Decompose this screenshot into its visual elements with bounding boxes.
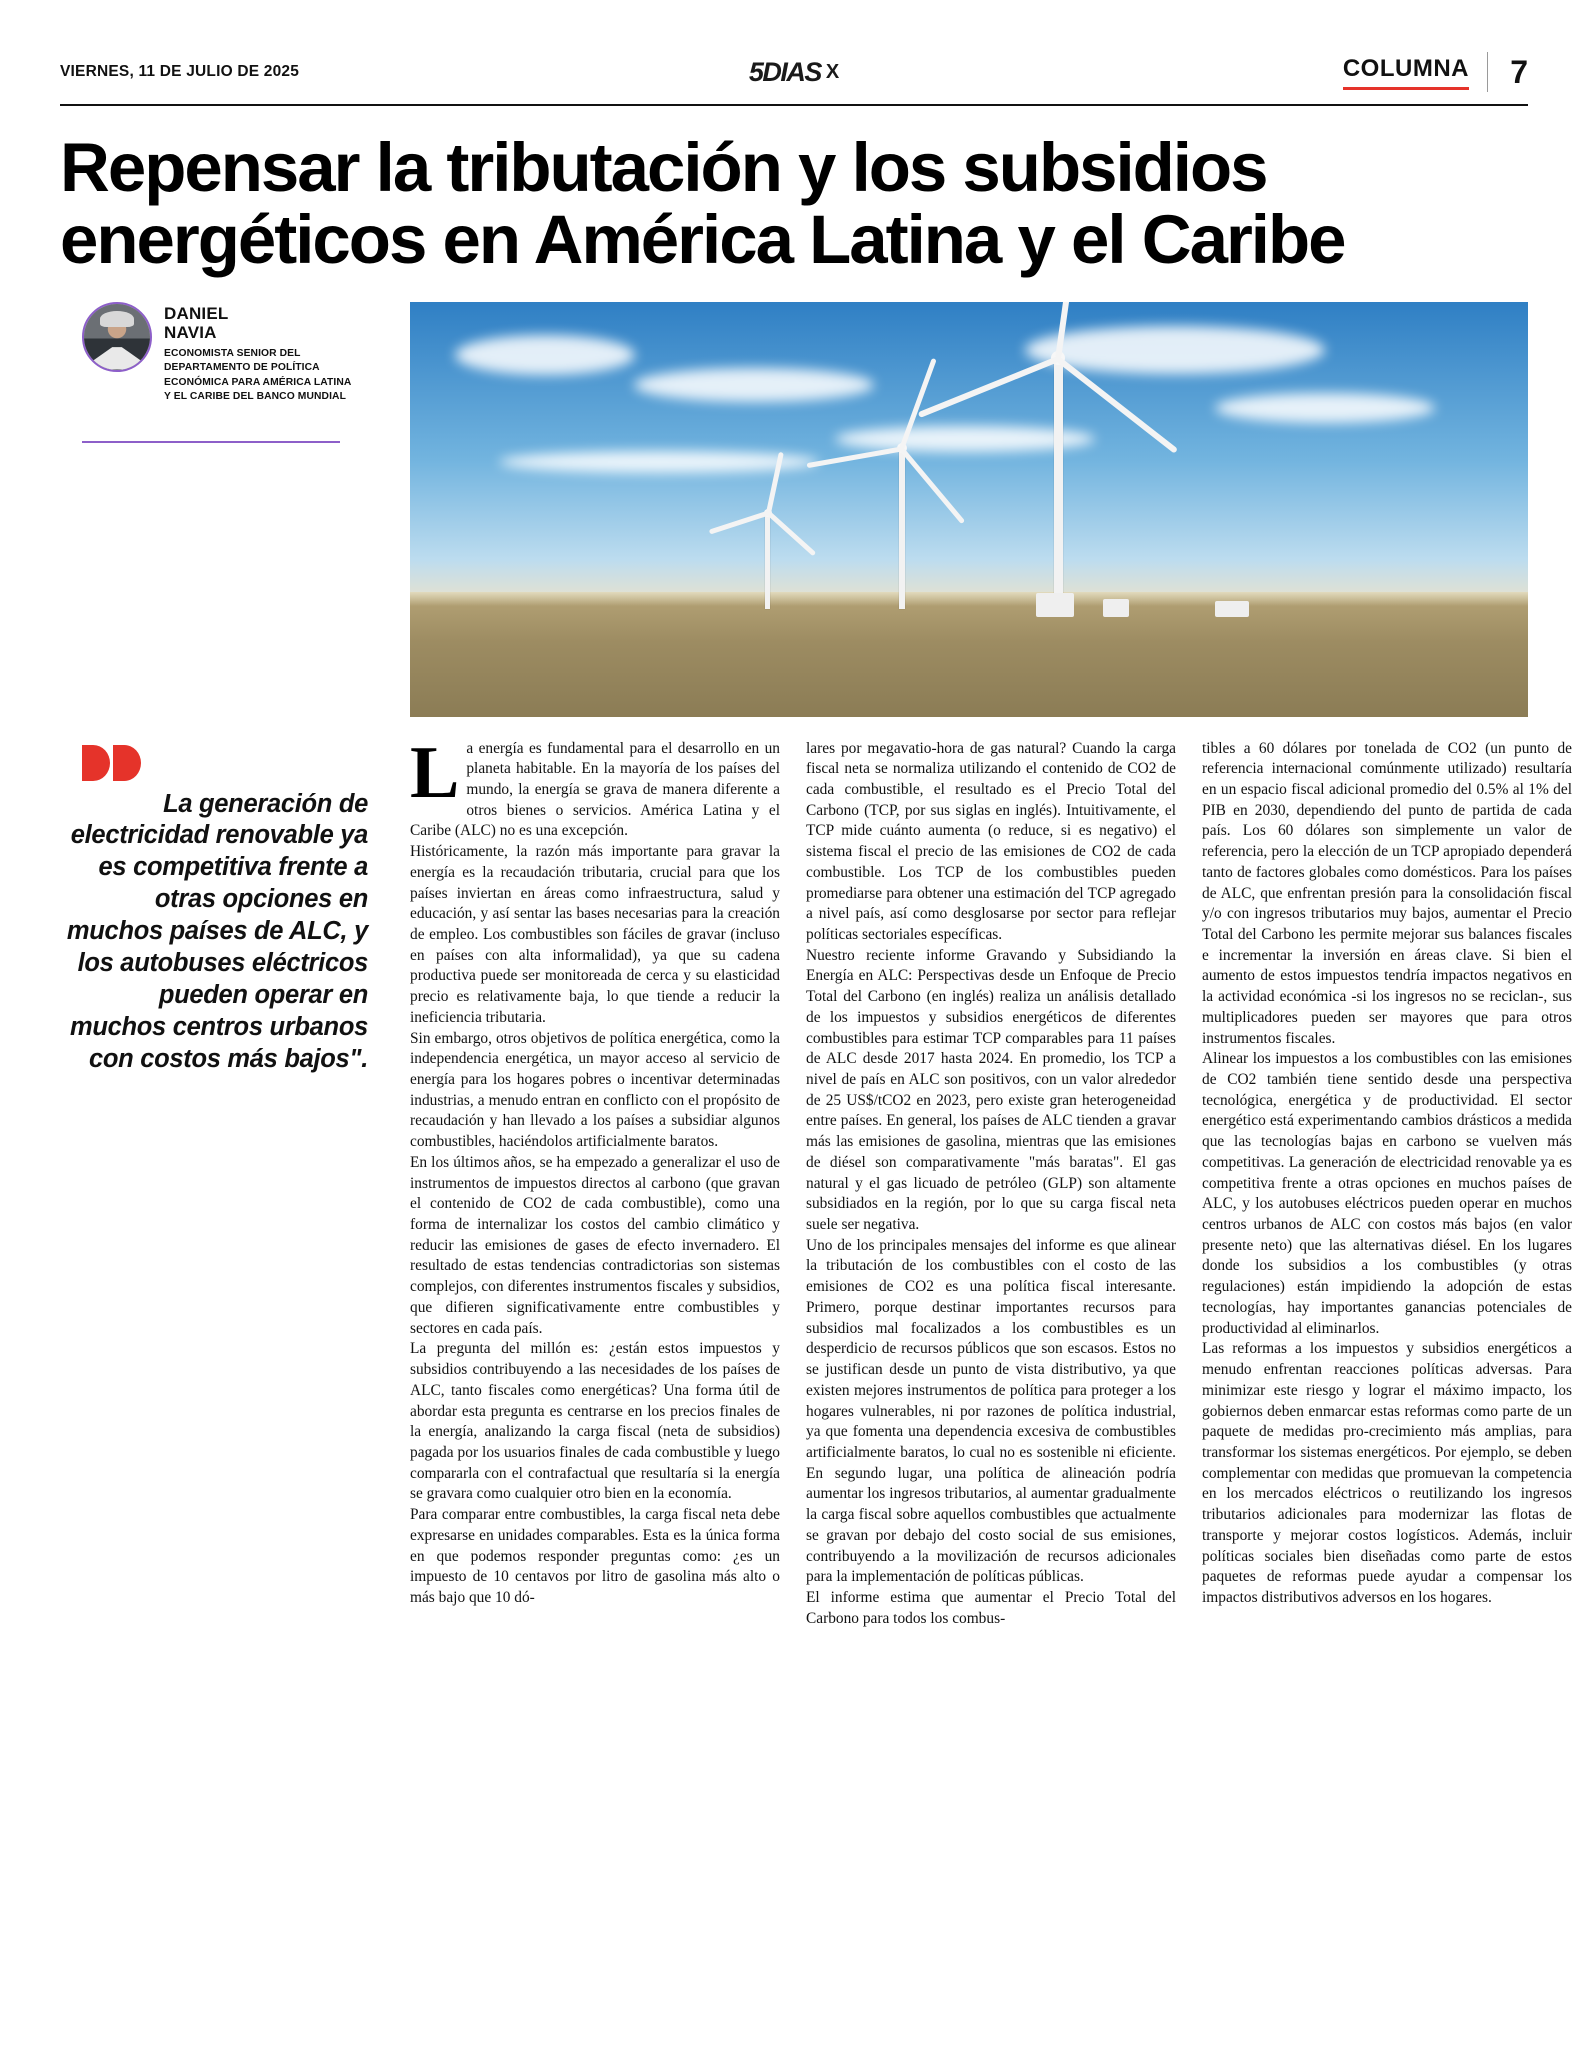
avatar	[82, 302, 152, 372]
pull-quote: La generación de electricidad renovable ya es competitiva frente a otras opciones en muchos países de ALC, y los autobuses eléctricos pueden operar en muchos centros urbanos con costos más bajos".	[66, 789, 368, 1073]
logo-x-icon: X	[825, 60, 840, 83]
paragraph: La energía es fundamental para el desarrollo en un planeta habitable. En la mayoría de los países del mundo, la energía se grava de manera diferente a otros bienes o servicios. América Latina y el Caribe (ALC) no es una excepción.	[410, 731, 780, 840]
paragraph: tibles a 60 dólares por tonelada de CO2 (un punto de referencia internacional comúnmente utilizado) resultaría en un espacio fiscal adicional promedio del 0.5% al 1% del PIB en 2030, dependiendo del punto de partida de cada país. Los 60 dólares son simplemente un valor de referencia, pero la elección de un TCP apropiado dependerá tanto de factores globales como domésticos. Para los países de ALC, que enfrentan presión para la consolidación fiscal y/o con ingresos tributarios muy bajos, aumentar el Precio Total del Carbono les permite mejorar sus balances fiscales e incrementar la inversión en áreas clave. Si bien el aumento de estos impuestos tendría impactos negativos en la actividad económica -si los ingresos no se reciclan-, sus multiplicadores pueden ser mayores que para otros instrumentos fiscales.	[1202, 739, 1572, 1047]
author-role-line-2: DEPARTAMENTO DE POLÍTICA	[164, 362, 320, 374]
author-column	[60, 302, 390, 717]
paragraph: Históricamente, la razón más importante para gravar la energía es la recaudación tributaria, crucial para que los países inviertan en áreas como infraestructura, salud y educación, y así sentar las bases necesarias para la creación de empleo. Los combustibles son fáciles de gravar (incluso en países con alta informalidad), ya que su cadena productiva puede ser monitoreada de cerca y su elasticidad precio es relativamente baja, lo que tiende a reducir la ineficiencia tributaria.	[410, 843, 780, 1026]
paragraph: El informe estima que aumentar el Precio Total del Carbono para todos los combus-	[806, 1588, 1176, 1627]
quote-mark-icon	[82, 745, 368, 781]
paragraph: Para comparar entre combustibles, la carga fiscal neta debe expresarse en unidades comparables. Esta es la única forma en que podemos responder preguntas como: ¿es un impuesto de 10 centavos por litro de gasolina más alto o más bajo que 10 dó-	[410, 1506, 780, 1606]
publication-date: VIERNES, 11 DE JULIO DE 2025	[60, 63, 300, 80]
column-3	[1202, 739, 1572, 1630]
paragraph: Sin embargo, otros objetivos de política energética, como la independencia energética, un mayor acceso al servicio de energía para los hogares pobres o incentivar determinadas industrias, a menudo entran en conflicto con el propósito de recaudación y han llevado a los países a subsidiar algunos combustibles, haciéndolos artificialmente baratos.	[410, 1029, 780, 1151]
column-1	[410, 731, 780, 1630]
author-divider	[82, 441, 340, 443]
masthead-right	[1343, 52, 1528, 92]
article-photo	[410, 302, 1528, 717]
paragraph: Uno de los principales mensajes del informe es que alinear la tributación de los combustibles con el costo de las emisiones de CO2 es una política fiscal interesante. Primero, porque destinar importantes recursos para subsidios mal focalizados a los combustibles es un desperdicio de recursos públicos que son escasos. Estos no se justifican desde un punto de vista distributivo, ya que existen mejores instrumentos de política para proteger a los hogares vulnerables, ni por razones de política industrial, ya que fomenta una dependencia excesiva de combustibles artificialmente baratos, lo cual no es sostenible ni eficiente. En segundo lugar, una política de alineación podría aumentar los ingresos tributarios, al aumentar gradualmente la carga fiscal sobre aquellos combustibles que actualmente se gravan por debajo del costo social de sus emisiones, contribuyendo a la movilización de recursos adicionales para la implementación de políticas públicas.	[806, 1236, 1176, 1586]
photo-ground	[410, 592, 1528, 717]
author-role	[164, 347, 351, 405]
paragraph: lares por megavatio-hora de gas natural? Cuando la carga fiscal neta se normaliza utilizando el contenido de CO2 de cada combustible, el resultado es el Precio Total del Carbono (TCP, por sus siglas en inglés). Intuitivamente, el TCP mide cuánto aumenta (o reduce, si es negativo) el sistema fiscal el precio de las emisiones de CO2 de cada combustible. Los TCP de los combustibles pueden promediarse para obtener una estimación del TCP agregado a nivel país, así como desglosarse por sector para reflejar políticas sectoriales específicas.	[806, 739, 1176, 943]
pull-quote-column	[60, 739, 390, 1630]
author-block	[60, 302, 372, 406]
author-photo-row	[60, 302, 1528, 717]
paragraph: En los últimos años, se ha empezado a generalizar el uso de instrumentos de impuestos directos al carbono (que gravan el contenido de CO2 de cada combustible), como una forma de internalizar los costos del cambio climático y reducir las emisiones de gases de efecto invernadero. El resultado de estas tendencias contradictorias son sistemas complejos, con diferentes instrumentos fiscales y subsidios, que difieren significativamente entre combustibles y sectores en cada país.	[410, 1153, 780, 1337]
author-name	[164, 304, 351, 342]
paragraph: Las reformas a los impuestos y subsidios energéticos a menudo enfrentan reacciones políticas adversas. Para minimizar este riesgo y lograr el máximo impacto, los gobiernos deben enmarcar estas reformas como parte de un paquete de medidas pro-crecimiento más amplias, para transformar los sistemas energéticos. Por ejemplo, se deben complementar con medidas que promuevan la competencia en los mercados eléctricos o reutilizando los ingresos tributarios adicionales para modernizar las flotas de transporte y mejorar costos logísticos. Además, incluir políticas sociales bien diseñadas como parte de estos paquetes de reformas puede ayudar a compensar los impactos distributivos adversos en los hogares.	[1202, 1340, 1572, 1606]
header-rule	[60, 104, 1528, 106]
author-role-line-1: ECONOMISTA SENIOR DEL	[164, 347, 301, 359]
newspaper-logo	[749, 57, 839, 88]
author-first-name: DANIEL	[164, 303, 229, 323]
author-last-name: NAVIA	[164, 322, 217, 342]
author-text	[164, 302, 351, 406]
article-body	[60, 731, 1572, 1630]
section-label: COLUMNA	[1343, 55, 1469, 90]
column-2	[806, 739, 1176, 1630]
masthead-divider	[1487, 52, 1488, 92]
author-role-line-4: Y EL CARIBE DEL BANCO MUNDIAL	[164, 391, 346, 403]
page-title: Repensar la tributación y los subsidios energéticos en América Latina y el Caribe	[60, 129, 1345, 278]
logo-wordmark: 5DIAS	[748, 56, 821, 87]
paragraph: Alinear los impuestos a los combustibles con las emisiones de CO2 también tiene sentido desde una perspectiva tecnológica, energética y de productividad. El sector energético está experimentando cambios drásticos a medida que las tecnologías bajas en carbono se vuelven más competitivas. La generación de electricidad renovable ya es competitiva frente a otras opciones en muchos países de ALC, y los autobuses eléctricos pueden operar en muchos centros urbanos de ALC con costos más bajos (en valor presente neto) que las alternativas diésel. En los lugares donde los subsidios a los combustibles (y otras regulaciones) están impidiendo la adopción de estas tecnologías, hay importantes ganancias potenciales de productividad al eliminarlos.	[1202, 1050, 1572, 1337]
text-columns	[390, 731, 1572, 1630]
paragraph: La pregunta del millón es: ¿están estos impuestos y subsidios contribuyendo a las necesidades de los países de ALC, tanto fiscales como energéticas? Una forma útil de abordar esta pregunta es centrarse en los precios finales de la energía, analizando la carga fiscal (neta de subsidios) pagada por los usuarios finales de cada combustible y luego compararla con el contrafactual que resultaría si la energía se gravara como cualquier otro bien en la economía.	[410, 1340, 780, 1503]
author-role-line-3: ECONÓMICA PARA AMÉRICA LATINA	[164, 376, 352, 388]
photo-column	[390, 302, 1528, 717]
paragraph: Nuestro reciente informe Gravando y Subsidiando la Energía en ALC: Perspectivas desde un Enfoque de Precio Total del Carbono (en inglés) realiza un análisis detallado de los impuestos y subsidios energéticos de diferentes combustibles para estimar TCP comparables para 11 países de ALC desde 2017 hasta 2024. En promedio, los TCP a nivel de país en ALC son positivos, con un valor alrededor de 25 US$/tCO2 en 2023, pero existe gran heterogeneidad entre países. En general, los países de ALC tienden a gravar más las emisiones de gasolina, mientras que las emisiones de diésel son comparativamente "más baratas". El gas natural y el gas licuado de petróleo (GLP) son altamente subsidiados en la región, por lo que su carga fiscal neta suele ser negativa.	[806, 946, 1176, 1234]
masthead	[60, 52, 1528, 92]
page-number: 7	[1510, 53, 1528, 90]
